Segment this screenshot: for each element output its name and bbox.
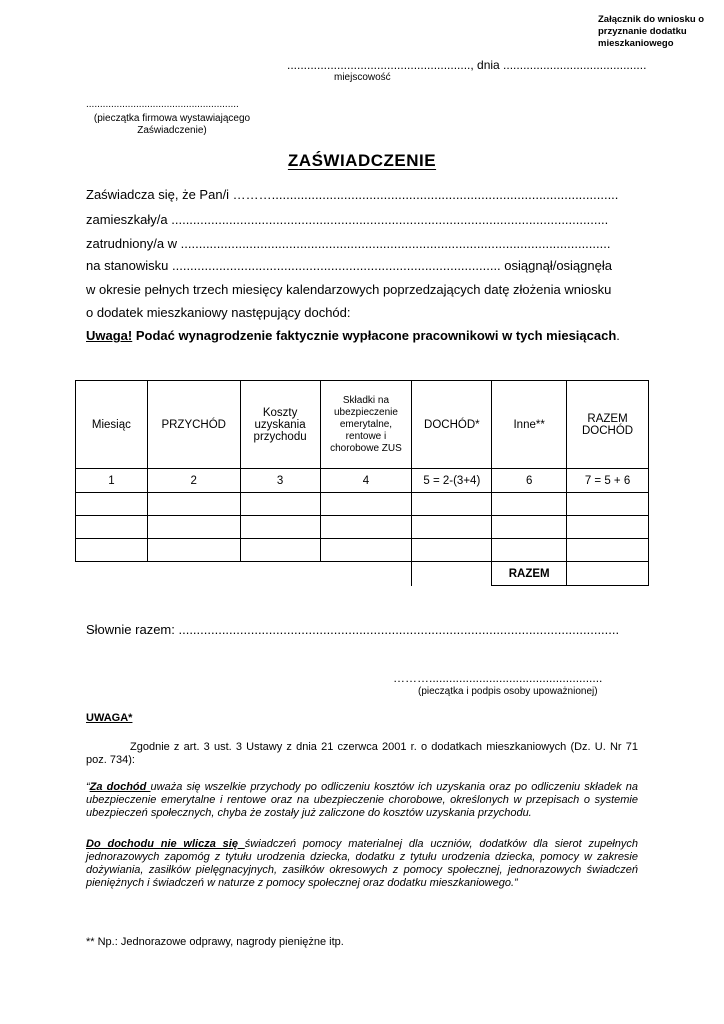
table-cell[interactable] <box>147 539 240 562</box>
income-definition-text: uważa się wszelkie przychody po odliczeniu kosztów ich uzyskania oraz po odliczeniu składek na ubezpieczenie emerytalne i rentowe oraz na ubezpieczenie chorobowe, określonych w przepisach o systemie ubezpieczeń społecznych, chyba że zostały już zaliczone do kosztów uzyskania przychodu. <box>86 781 638 819</box>
table-cell[interactable] <box>320 539 412 562</box>
table-cell[interactable] <box>492 493 567 516</box>
income-table <box>75 380 649 586</box>
table-number-row <box>76 469 649 493</box>
table-cell[interactable] <box>240 493 320 516</box>
table-spacer <box>412 562 492 586</box>
amount-in-words-line[interactable]: Słownie razem: .......................................................................................................................... <box>86 622 620 637</box>
table-cell[interactable] <box>76 493 148 516</box>
col-number: 5 = 2-(3+4) <box>412 469 492 493</box>
table-spacer <box>76 562 148 586</box>
table-spacer <box>240 562 320 586</box>
total-value-cell[interactable] <box>567 562 649 586</box>
income-exclusions-label: Do dochodu nie wlicza się <box>86 838 245 850</box>
place-label: miejscowość <box>334 72 391 83</box>
header-month: Miesiąc <box>76 381 148 469</box>
table-cell[interactable] <box>76 516 148 539</box>
header-income: DOCHÓD* <box>412 381 492 469</box>
document-title: ZAŚWIADCZENIE <box>287 151 437 170</box>
notes-heading: UWAGA* <box>86 712 133 724</box>
col-number: 2 <box>147 469 240 493</box>
col-number: 4 <box>320 469 412 493</box>
col-number: 6 <box>492 469 567 493</box>
header-revenue: PRZYCHÓD <box>147 381 240 469</box>
address-field-line[interactable]: zamieszkały/a ......................................................................................................................... <box>86 212 609 227</box>
table-row <box>76 493 649 516</box>
total-label: RAZEM <box>492 562 567 586</box>
warning-label: Uwaga! <box>86 328 133 343</box>
income-exclusions-text: świadczeń pomocy materialnej dla uczniów, dodatków dla sierot zupełnych jednorazowych zapomóg z tytułu urodzenia dziecka, dodatku z tytułu urodzenia dziecka, pomocy w zakresie dożywiania, zasiłków pielęgnacyjnych, zasiłków okresowych z pomocy społecznej, jednorazowych świadczeń pieniężnych i świadczeń w naturze z pomocy społecznej oraz dodatku mieszkaniowego.” <box>86 838 638 889</box>
table-cell[interactable] <box>492 539 567 562</box>
header-costs: Koszty uzyskania przychodu <box>240 381 320 469</box>
table-cell[interactable] <box>320 516 412 539</box>
table-cell[interactable] <box>412 493 492 516</box>
table-cell[interactable] <box>240 516 320 539</box>
table-row <box>76 516 649 539</box>
table-spacer <box>147 562 240 586</box>
name-field-line[interactable]: Zaświadcza się, że Pan/i ………................................................................................................ <box>86 187 619 202</box>
attachment-note: Załącznik do wniosku o przyznanie dodatku mieszkaniowego <box>598 14 705 49</box>
legal-basis-text: Zgodnie z art. 3 ust. 3 Ustawy z dnia 21 czerwca 2001 r. o dodatkach mieszkaniowych (Dz. U. Nr 71 poz. 734): <box>86 741 638 766</box>
income-exclusions <box>86 838 638 890</box>
table-cell[interactable] <box>147 493 240 516</box>
table-cell[interactable] <box>240 539 320 562</box>
company-stamp-label: (pieczątka firmowa wystawiającego Zaświadczenie) <box>93 113 251 136</box>
income-definition <box>86 781 638 820</box>
warning-end: . <box>616 328 620 343</box>
income-definition-label: Za dochód <box>89 781 151 793</box>
footnote: ** Np.: Jednorazowe odprawy, nagrody pieniężne itp. <box>86 936 344 948</box>
table-total-row <box>76 562 649 586</box>
table-spacer <box>320 562 412 586</box>
table-cell[interactable] <box>147 516 240 539</box>
place-date-line[interactable]: ......................................................., dnia ........................................... <box>287 58 647 72</box>
col-number: 7 = 5 + 6 <box>567 469 649 493</box>
table-row <box>76 539 649 562</box>
employer-field-line[interactable]: zatrudniony/a w ....................................................................................................................... <box>86 236 611 251</box>
company-stamp-field[interactable]: ....................................................... <box>86 99 239 110</box>
col-number: 3 <box>240 469 320 493</box>
period-text: w okresie pełnych trzech miesięcy kalendarzowych poprzedzających datę złożenia wniosku <box>86 282 612 297</box>
table-cell[interactable] <box>76 539 148 562</box>
table-cell[interactable] <box>320 493 412 516</box>
table-cell[interactable] <box>567 539 649 562</box>
header-contributions: Składki na ubezpieczenie emerytalne, rentowe i chorobowe ZUS <box>320 381 412 469</box>
position-field-line[interactable]: na stanowisku ........................................................................................... osiągnął/osiągnęła <box>86 258 612 273</box>
signature-field[interactable]: ……….................................................... <box>393 671 603 685</box>
quote-open: “ <box>86 781 90 793</box>
table-cell[interactable] <box>567 493 649 516</box>
warning-line <box>86 328 620 343</box>
col-number: 1 <box>76 469 148 493</box>
income-intro-text: o dodatek mieszkaniowy następujący dochód: <box>86 305 351 320</box>
table-cell[interactable] <box>492 516 567 539</box>
header-other: Inne** <box>492 381 567 469</box>
header-total-income: RAZEM DOCHÓD <box>567 381 649 469</box>
warning-text: Podać wynagrodzenie faktycznie wypłacone pracownikowi w tych miesiącach <box>132 328 617 343</box>
table-header-row <box>76 381 649 469</box>
table-cell[interactable] <box>412 539 492 562</box>
table-cell[interactable] <box>567 516 649 539</box>
table-cell[interactable] <box>412 516 492 539</box>
signature-label: (pieczątka i podpis osoby upoważnionej) <box>418 686 598 697</box>
